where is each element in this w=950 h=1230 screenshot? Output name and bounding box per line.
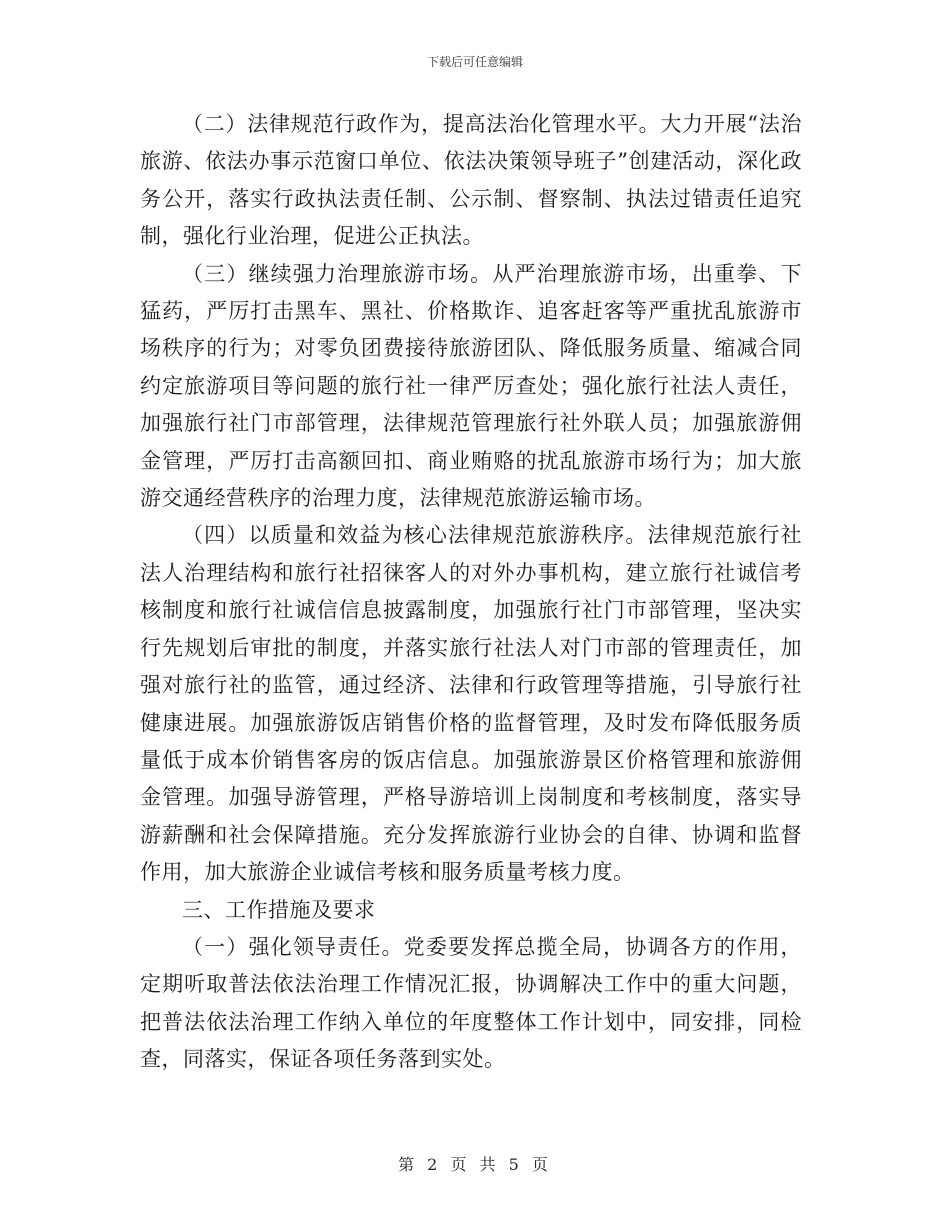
document-body [140,106,802,1079]
section-heading-3: 三、工作措施及要求 [182,897,376,922]
page-header: 下载后可任意编辑 [426,55,523,69]
paragraph-section-2-4: （四）以质量和效益为核心法律规范旅游秩序。法律规范旅行社法人治理结构和旅行社招徕客人的对外办事机构，建立旅行社诚信考核制度和旅行社诚信信息披露制度，加强旅行社门市部管理，坚决实行先规划后审批的制度，并落实旅行社法人对门市部的管理责任，加强对旅行社的监管，通过经济、法律和行政管理等措施，引导旅行社健康进展。加强旅游饭店销售价格的监督管理，及时发布降低服务质量低于成本价销售客房的饭店信息。加强旅游景区价格管理和旅游佣金管理。加强导游管理，严格导游培训上岗制度和考核制度，落实导游薪酬和社会保障措施。充分发挥旅游行业协会的自律、协调和监督作用，加大旅游企业诚信考核和服务质量考核力度。 [140,523,802,885]
page-number-footer: 第 2 页 共 5 页 [398,1155,552,1174]
paragraph-section-3-1: （一）强化领导责任。党委要发挥总揽全局，协调各方的作用，定期听取普法依法治理工作情况汇报，协调解决工作中的重大问题，把普法依法治理工作纳入单位的年度整体工作计划中，同安排，同检查，同落实，保证各项任务落到实处。 [140,934,802,1072]
paragraph-section-2-3: （三）继续强力治理旅游市场。从严治理旅游市场，出重拳、下猛药，严厉打击黑车、黑社、价格欺诈、追客赶客等严重扰乱旅游市场秩序的行为；对零负团费接待旅游团队、降低服务质量、缩减合同约定旅游项目等问题的旅行社一律严厉查处；强化旅行社法人责任，加强旅行社门市部管理，法律规范管理旅行社外联人员；加强旅游佣金管理，严厉打击高额回扣、商业贿赂的扰乱旅游市场行为；加大旅游交通经营秩序的治理力度，法律规范旅游运输市场。 [140,261,802,511]
paragraph-section-2-2: （二）法律规范行政作为，提高法治化管理水平。大力开展“法治旅游、依法办事示范窗口单位、依法决策领导班子”创建活动，深化政务公开，落实行政执法责任制、公示制、督察制、执法过错责任追究制，强化行业治理，促进公正执法。 [140,112,802,249]
